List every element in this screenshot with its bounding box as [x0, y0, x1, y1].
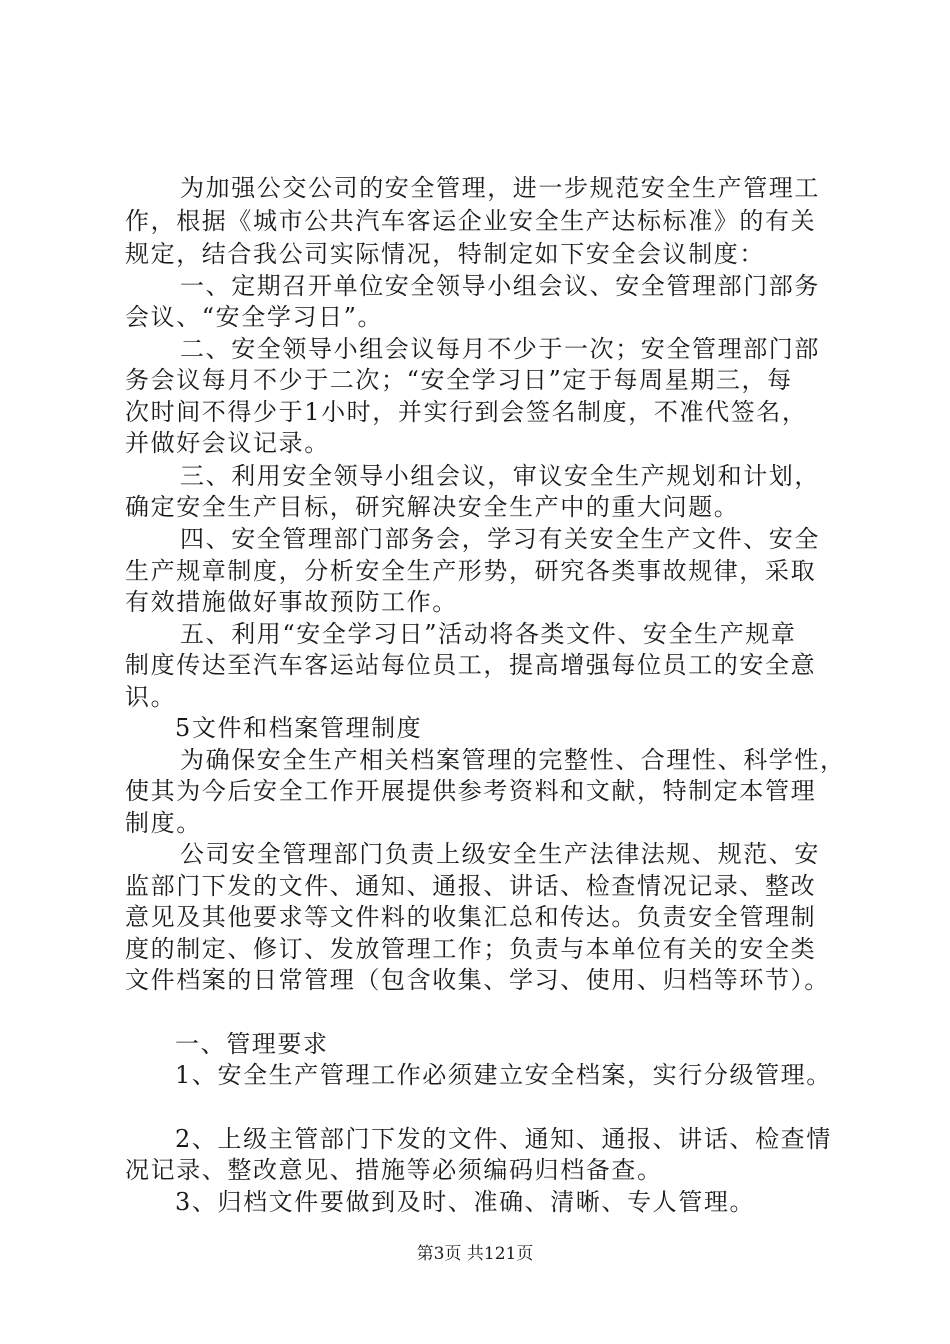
paragraph-line: 一、定期召开单位安全领导小组会议、安全管理部门部务 [180, 272, 820, 300]
paragraph-line: 二、安全领导小组会议每月不少于一次；安全管理部门部 [180, 335, 820, 363]
paragraph-line: 五、利用“安全学习日”活动将各类文件、安全生产规章 [180, 620, 797, 648]
paragraph-line: 并做好会议记录。 [125, 429, 330, 457]
paragraph-line: 作，根据《城市公共汽车客运企业安全生产达标标准》的有关 [125, 207, 817, 235]
paragraph-line: 生产规章制度，分析安全生产形势，研究各类事故规律，采取 [125, 557, 817, 585]
paragraph-line: 识。 [125, 683, 177, 711]
paragraph-line: 次时间不得少于1小时，并实行到会签名制度，不准代签名， [125, 398, 808, 426]
paragraph-line: 四、安全管理部门部务会，学习有关安全生产文件、安全 [180, 525, 820, 553]
list-item: 3、归档文件要做到及时、准确、清晰、专人管理。 [175, 1188, 756, 1216]
section-heading: 5文件和档案管理制度 [175, 714, 423, 742]
paragraph-line: 制度传达至汽车客运站每位员工，提高增强每位员工的安全意 [125, 651, 817, 679]
paragraph-line: 务会议每月不少于二次；“安全学习日”定于每周星期三，每 [125, 366, 793, 394]
paragraph-line: 三、利用安全领导小组会议，审议安全生产规划和计划， [180, 462, 820, 490]
paragraph-line: 有效措施做好事故预防工作。 [125, 588, 458, 616]
paragraph-line: 况记录、整改意见、措施等必须编码归档备查。 [125, 1156, 663, 1184]
paragraph-line: 为确保安全生产相关档案管理的完整性、合理性、科学性， [180, 746, 846, 774]
paragraph-line: 会议、“安全学习日”。 [125, 303, 384, 331]
list-item: 1、安全生产管理工作必须建立安全档案，实行分级管理。 [175, 1061, 832, 1089]
paragraph-line: 制度。 [125, 809, 202, 837]
paragraph-line: 公司安全管理部门负责上级安全生产法律法规、规范、安 [180, 840, 820, 868]
subsection-heading: 一、管理要求 [175, 1030, 329, 1058]
paragraph-line: 确定安全生产目标，研究解决安全生产中的重大问题。 [125, 493, 740, 521]
paragraph-line: 监部门下发的文件、通知、通报、讲话、检查情况记录、整改 [125, 872, 817, 900]
list-item: 2、上级主管部门下发的文件、通知、通报、讲话、检查情 [175, 1125, 832, 1153]
paragraph-line: 规定，结合我公司实际情况，特制定如下安全会议制度： [125, 240, 765, 268]
paragraph-line: 意见及其他要求等文件料的收集汇总和传达。负责安全管理制 [125, 903, 817, 931]
page-number-footer: 第3页 共121页 [416, 1244, 534, 1264]
paragraph-line: 使其为今后安全工作开展提供参考资料和文献，特制定本管理 [125, 777, 817, 805]
paragraph-line: 文件档案的日常管理（包含收集、学习、使用、归档等环节）。 [125, 966, 830, 994]
paragraph-line: 度的制定、修订、发放管理工作；负责与本单位有关的安全类 [125, 935, 817, 963]
paragraph-line: 为加强公交公司的安全管理，进一步规范安全生产管理工 [180, 174, 820, 202]
